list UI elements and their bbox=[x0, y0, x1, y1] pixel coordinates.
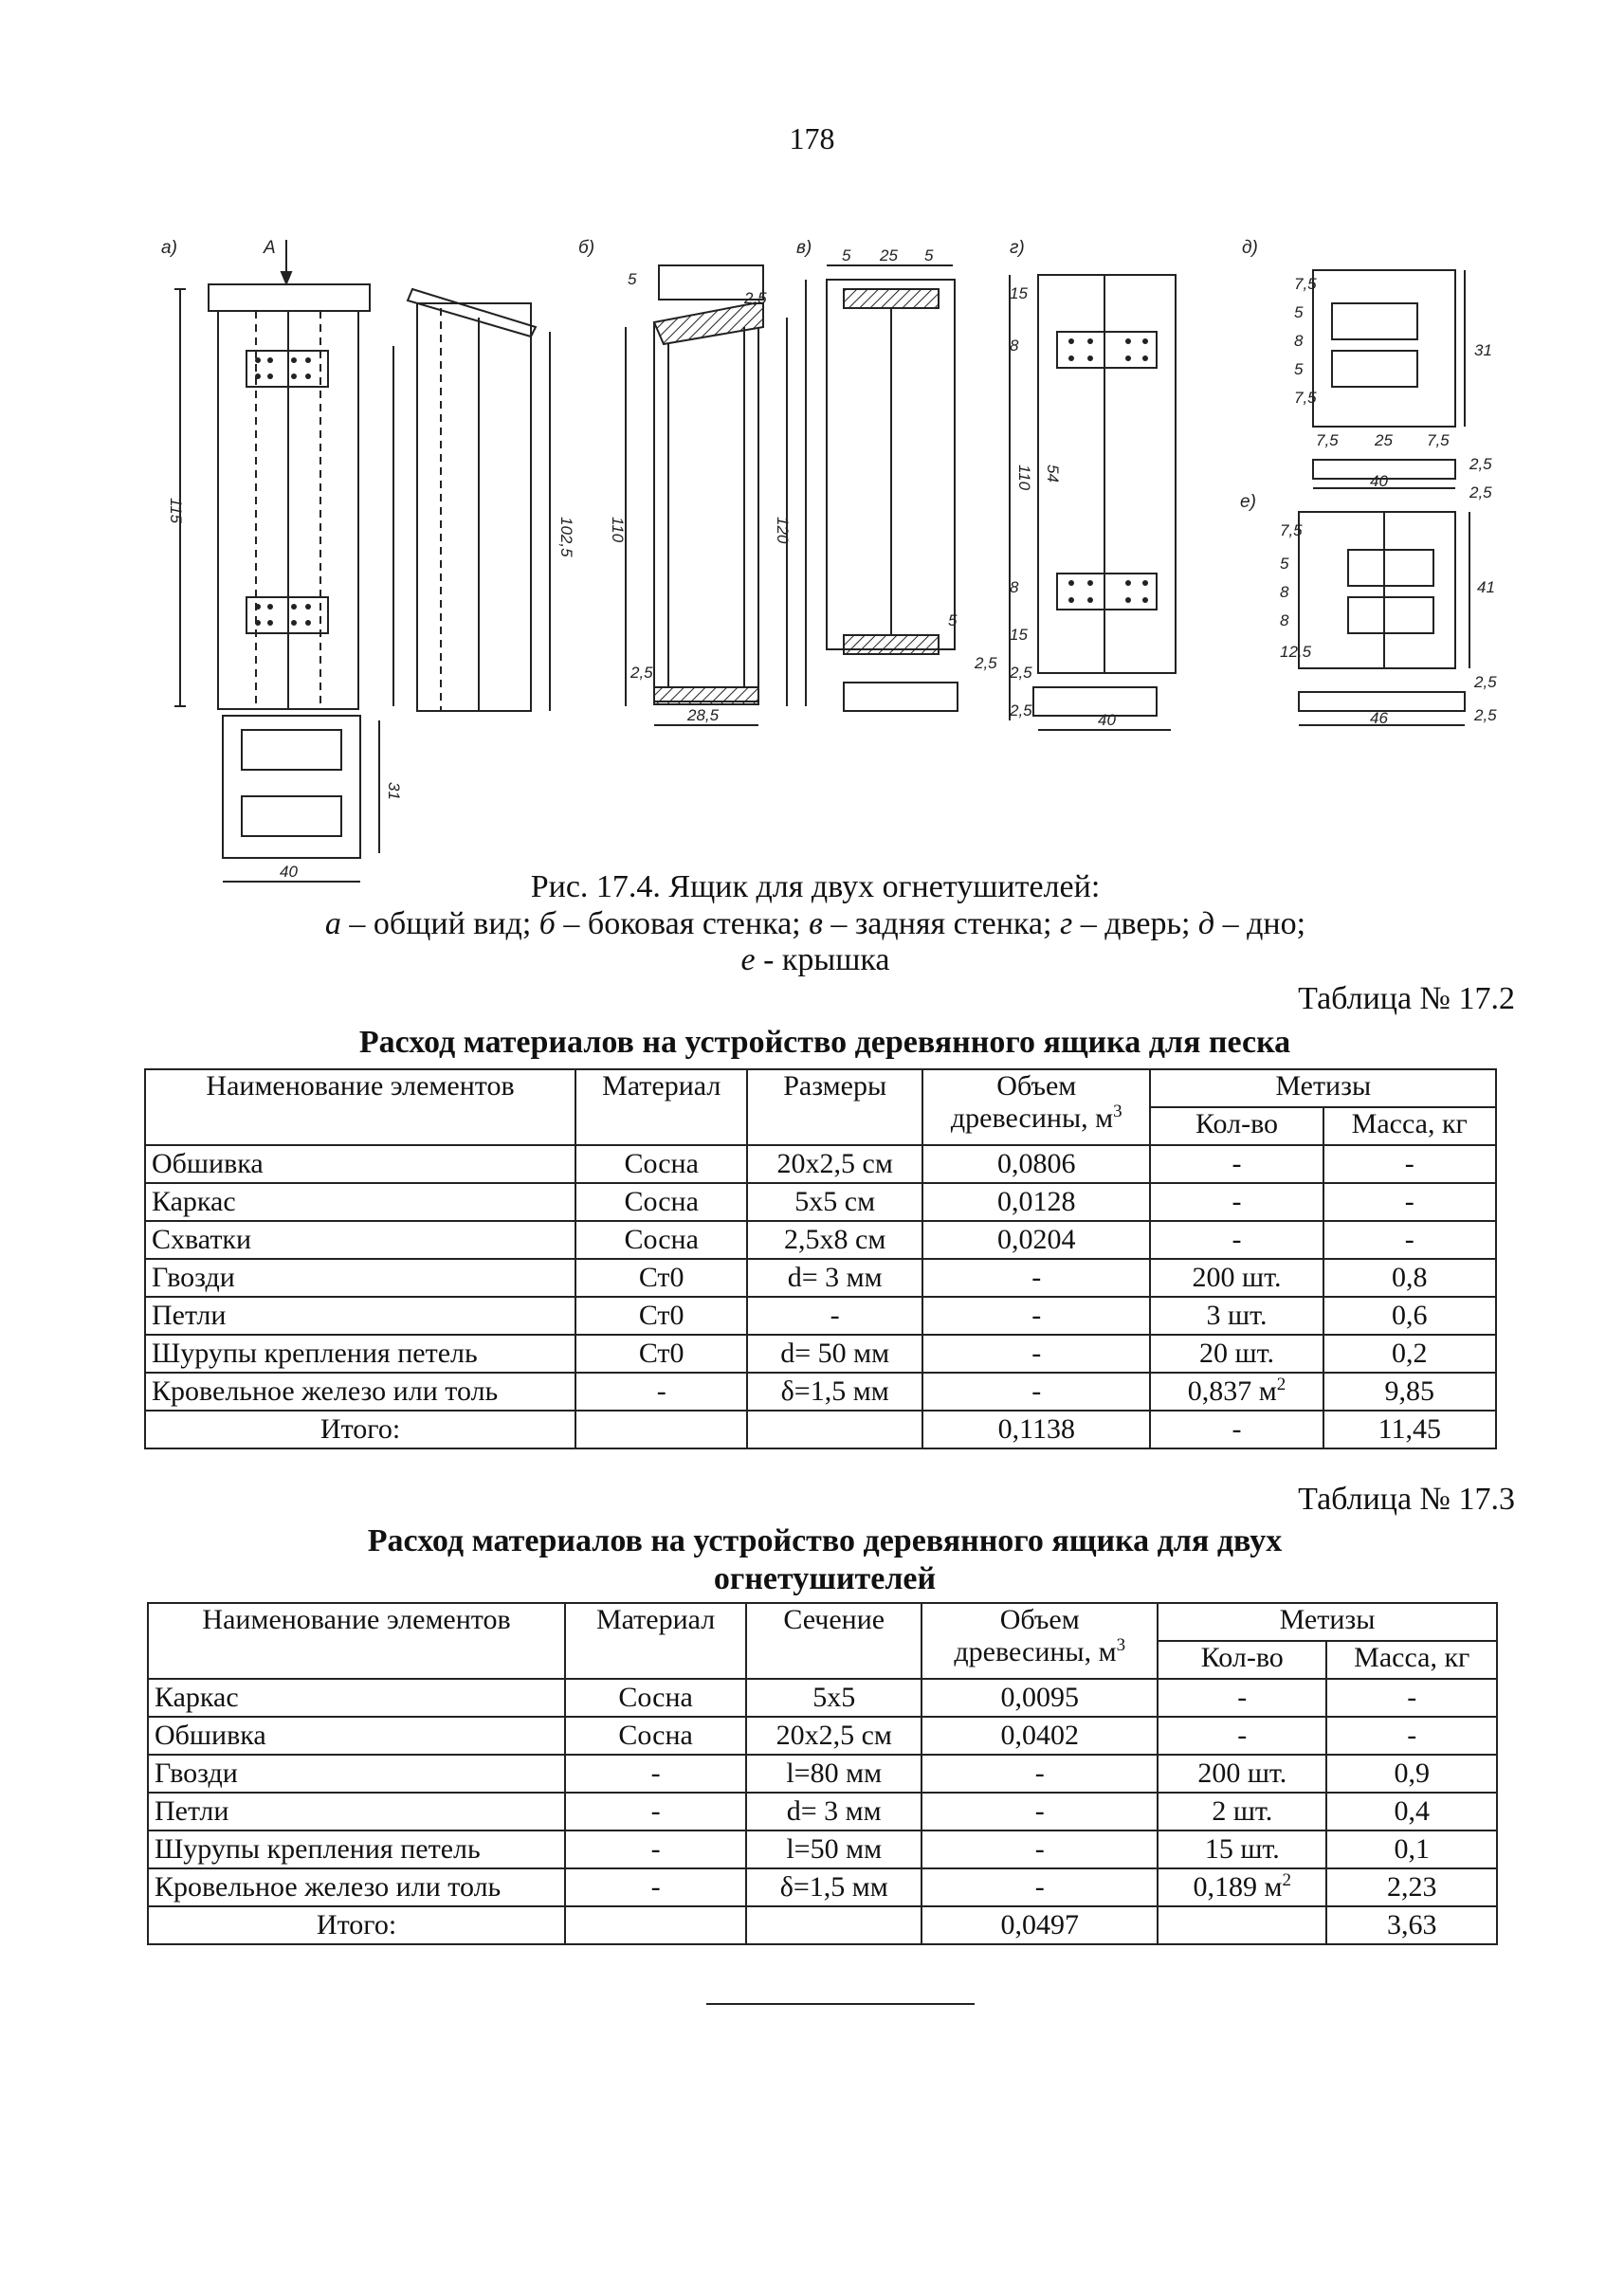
cell-size: δ=1,5 мм bbox=[747, 1373, 922, 1411]
header-name: Наименование элементов bbox=[148, 1603, 565, 1679]
cell-name: Каркас bbox=[148, 1679, 565, 1717]
cell-mass: 0,1 bbox=[1326, 1831, 1497, 1868]
dim-a-plan-width: 40 bbox=[280, 863, 298, 881]
total-label: Итого: bbox=[145, 1411, 575, 1448]
panel-label-v: в) bbox=[796, 238, 812, 258]
table-row bbox=[145, 1221, 1496, 1259]
total-mass: 11,45 bbox=[1323, 1411, 1496, 1448]
cell-material: Сосна bbox=[575, 1221, 747, 1259]
cell-volume: - bbox=[921, 1793, 1158, 1831]
dim-d-s1: 2,5 bbox=[1469, 455, 1492, 473]
cell-count: - bbox=[1150, 1145, 1323, 1183]
cell-volume: - bbox=[922, 1297, 1150, 1335]
cell-size: 2,5х8 см bbox=[747, 1221, 922, 1259]
dim-g-width: 40 bbox=[1098, 711, 1116, 729]
cell-material: - bbox=[565, 1831, 746, 1868]
cell-volume: - bbox=[922, 1373, 1150, 1411]
cell-mass: 9,85 bbox=[1323, 1373, 1496, 1411]
dim-a-inner: 102,5 bbox=[557, 517, 575, 557]
cell-name: Кровельное железо или толь bbox=[145, 1373, 575, 1411]
header-volume: Объем древесины, $м^3$ bbox=[921, 1603, 1158, 1679]
dim-v-tab: 5 bbox=[948, 611, 958, 629]
dim-e-d3: 8 bbox=[1280, 583, 1289, 601]
cell-count: - bbox=[1150, 1183, 1323, 1221]
dim-e-s2: 2,5 bbox=[1474, 706, 1497, 724]
cell-volume: - bbox=[922, 1259, 1150, 1297]
cell-count: - bbox=[1158, 1717, 1326, 1755]
cell-size: d= 3 мм bbox=[746, 1793, 921, 1831]
cell-name: Схватки bbox=[145, 1221, 575, 1259]
dim-e-d2: 5 bbox=[1280, 555, 1289, 573]
cell-mass: - bbox=[1326, 1717, 1497, 1755]
cell-size: l=80 мм bbox=[746, 1755, 921, 1793]
dim-b-bottom: 2,5 bbox=[630, 664, 653, 682]
cell-name: Петли bbox=[145, 1297, 575, 1335]
panel-label-b: б) bbox=[578, 238, 595, 258]
dim-d-w2: 25 bbox=[1375, 431, 1393, 449]
cell-name: Кровельное железо или толь bbox=[148, 1868, 565, 1906]
dim-b-slope: 2,5 bbox=[744, 289, 767, 307]
cell-volume: 0,0806 bbox=[922, 1145, 1150, 1183]
dim-g-s2: 2,5 bbox=[1010, 701, 1032, 719]
table-row bbox=[145, 1335, 1496, 1373]
table-row bbox=[145, 1259, 1496, 1297]
panel-label-d: д) bbox=[1242, 238, 1258, 258]
table-cell bbox=[565, 1906, 746, 1944]
cell-name: Обшивка bbox=[145, 1145, 575, 1183]
table-title-17-3-line1: Расход материалов на устройство деревянного ящика для двух bbox=[367, 1523, 1283, 1558]
table-17-3 bbox=[147, 1602, 1498, 1945]
table-cell bbox=[575, 1411, 747, 1448]
dim-e-depth: 41 bbox=[1477, 578, 1495, 596]
total-count bbox=[1158, 1906, 1326, 1944]
header-hardware: Метизы bbox=[1150, 1069, 1496, 1107]
view-g-dots bbox=[1068, 338, 1148, 603]
cell-material: Ст0 bbox=[575, 1259, 747, 1297]
cell-count: 20 шт. bbox=[1150, 1335, 1323, 1373]
header-count: Кол-во bbox=[1158, 1641, 1326, 1679]
cell-count: - bbox=[1150, 1221, 1323, 1259]
cell-volume: - bbox=[921, 1831, 1158, 1868]
header-volume: Объем древесины, $м^3$ bbox=[922, 1069, 1150, 1145]
header-count: Кол-во bbox=[1150, 1107, 1323, 1145]
cell-volume: 0,0128 bbox=[922, 1183, 1150, 1221]
view-a-profile bbox=[408, 289, 550, 711]
cell-name: Шурупы крепления петель bbox=[148, 1831, 565, 1868]
view-e bbox=[1299, 512, 1469, 725]
dim-d-d4: 5 bbox=[1294, 360, 1304, 378]
dim-b-rear: 120 bbox=[774, 517, 792, 544]
dim-e-s1: 2,5 bbox=[1474, 673, 1497, 691]
cell-material: Сосна bbox=[565, 1679, 746, 1717]
dim-g-bot: 15 bbox=[1010, 626, 1028, 644]
header-mass: Масса, кг bbox=[1326, 1641, 1497, 1679]
technical-drawing bbox=[152, 232, 1498, 886]
dim-d-w3: 7,5 bbox=[1427, 431, 1450, 449]
cell-material: Ст0 bbox=[575, 1335, 747, 1373]
cell-name: Обшивка bbox=[148, 1717, 565, 1755]
table-row bbox=[145, 1183, 1496, 1221]
dim-e-d5: 12,5 bbox=[1280, 643, 1312, 661]
table-row bbox=[145, 1297, 1496, 1335]
cell-size: - bbox=[747, 1297, 922, 1335]
cell-mass: 0,4 bbox=[1326, 1793, 1497, 1831]
dim-e-d4: 8 bbox=[1280, 611, 1289, 629]
table-row bbox=[145, 1145, 1496, 1183]
panel-label-a: а) bbox=[161, 238, 177, 258]
cell-count: - bbox=[1158, 1679, 1326, 1717]
header-material: Материал bbox=[565, 1603, 746, 1679]
dim-v-left: 5 bbox=[842, 246, 851, 264]
dim-b-width: 28,5 bbox=[687, 706, 720, 724]
dim-d-d2: 5 bbox=[1294, 303, 1304, 321]
dim-g-s1: 2,5 bbox=[1010, 664, 1032, 682]
view-d bbox=[1313, 270, 1465, 488]
cell-mass: 0,6 bbox=[1323, 1297, 1496, 1335]
cell-mass: 0,8 bbox=[1323, 1259, 1496, 1297]
dim-d-width: 40 bbox=[1370, 472, 1388, 490]
total-volume: 0,0497 bbox=[921, 1906, 1158, 1944]
header-name: Наименование элементов bbox=[145, 1069, 575, 1145]
table-row bbox=[148, 1679, 1497, 1717]
dim-g-mid: 54 bbox=[1044, 464, 1062, 483]
table-17-2 bbox=[144, 1068, 1497, 1449]
view-g bbox=[1010, 275, 1176, 730]
cell-mass: - bbox=[1323, 1221, 1496, 1259]
cell-size: d= 3 мм bbox=[747, 1259, 922, 1297]
view-a bbox=[174, 240, 393, 882]
cell-name: Гвозди bbox=[145, 1259, 575, 1297]
header-mass: Масса, кг bbox=[1323, 1107, 1496, 1145]
table-total-row bbox=[148, 1906, 1497, 1944]
cell-mass: 0,2 bbox=[1323, 1335, 1496, 1373]
page-number: 178 bbox=[789, 121, 835, 155]
cell-count: 0,189 $м^2$ bbox=[1158, 1868, 1326, 1906]
total-count: - bbox=[1150, 1411, 1323, 1448]
cell-count: 3 шт. bbox=[1150, 1297, 1323, 1335]
dim-a-height: 115 bbox=[167, 498, 185, 524]
cell-material: Сосна bbox=[575, 1183, 747, 1221]
table-cell bbox=[746, 1906, 921, 1944]
dim-v-height: 110 bbox=[1015, 464, 1033, 491]
dim-d-w1: 7,5 bbox=[1316, 431, 1339, 449]
view-v bbox=[806, 265, 958, 711]
total-label: Итого: bbox=[148, 1906, 565, 1944]
cell-count: 15 шт. bbox=[1158, 1831, 1326, 1868]
table-row bbox=[145, 1373, 1496, 1411]
dim-d-d5: 7,5 bbox=[1294, 389, 1317, 407]
table-row bbox=[148, 1717, 1497, 1755]
figure-caption-legend: а – общий вид; б – боковая стенка; в – задняя стенка; г – дверь; д – дно; bbox=[324, 906, 1306, 941]
total-mass: 3,63 bbox=[1326, 1906, 1497, 1944]
table-title-17-2: Расход материалов на устройство деревянного ящика для песка bbox=[358, 1025, 1291, 1060]
cell-size: 5х5 см bbox=[747, 1183, 922, 1221]
cell-material: Сосна bbox=[565, 1717, 746, 1755]
table-row bbox=[148, 1868, 1497, 1906]
dim-e-width: 46 bbox=[1370, 709, 1388, 727]
table-row bbox=[148, 1831, 1497, 1868]
figure-caption-title: Рис. 17.4. Ящик для двух огнетушителей: bbox=[530, 869, 1101, 904]
dim-g-top: 15 bbox=[1010, 284, 1028, 302]
header-hardware: Метизы bbox=[1158, 1603, 1497, 1641]
header-size: Размеры bbox=[747, 1069, 922, 1145]
footer-rule bbox=[706, 2003, 975, 2005]
dim-e-d1: 7,5 bbox=[1280, 521, 1303, 539]
dim-d-d3: 8 bbox=[1294, 332, 1304, 350]
cell-name: Каркас bbox=[145, 1183, 575, 1221]
table-title-17-3-line2: огнетушителей bbox=[713, 1561, 937, 1596]
cell-count: 2 шт. bbox=[1158, 1793, 1326, 1831]
table-label-17-2: Таблица № 17.2 bbox=[1298, 981, 1515, 1016]
dim-b-height: 110 bbox=[609, 517, 627, 543]
cell-count: 200 шт. bbox=[1150, 1259, 1323, 1297]
cell-size: 20х2,5 см bbox=[746, 1717, 921, 1755]
cell-mass: - bbox=[1326, 1679, 1497, 1717]
cell-size: δ=1,5 мм bbox=[746, 1868, 921, 1906]
dim-d-s2: 2,5 bbox=[1469, 483, 1492, 501]
table-label-17-3: Таблица № 17.3 bbox=[1298, 1482, 1515, 1517]
dim-g-d2: 8 bbox=[1010, 578, 1019, 596]
header-material: Материал bbox=[575, 1069, 747, 1145]
table-cell bbox=[747, 1411, 922, 1448]
cell-size: l=50 мм bbox=[746, 1831, 921, 1868]
view-a-dots bbox=[255, 357, 311, 626]
dim-d-depth: 31 bbox=[1474, 341, 1492, 359]
cell-volume: 0,0095 bbox=[921, 1679, 1158, 1717]
cell-mass: - bbox=[1323, 1183, 1496, 1221]
cell-material: Сосна bbox=[575, 1145, 747, 1183]
cell-count: 200 шт. bbox=[1158, 1755, 1326, 1793]
cell-material: - bbox=[565, 1755, 746, 1793]
cell-volume: - bbox=[922, 1335, 1150, 1373]
cell-count: 0,837 $м^2$ bbox=[1150, 1373, 1323, 1411]
header-size: Сечение bbox=[746, 1603, 921, 1679]
cell-volume: - bbox=[921, 1755, 1158, 1793]
table-total-row bbox=[145, 1411, 1496, 1448]
cell-size: 20х2,5 см bbox=[747, 1145, 922, 1183]
cell-material: Ст0 bbox=[575, 1297, 747, 1335]
figure-caption-legend-2: е - крышка bbox=[740, 942, 890, 977]
dim-b-top: 5 bbox=[628, 270, 637, 288]
cell-volume: 0,0204 bbox=[922, 1221, 1150, 1259]
cell-name: Гвозди bbox=[148, 1755, 565, 1793]
cell-material: - bbox=[565, 1793, 746, 1831]
cell-name: Шурупы крепления петель bbox=[145, 1335, 575, 1373]
panel-label-e: е) bbox=[1240, 492, 1256, 512]
panel-label-g: г) bbox=[1010, 238, 1025, 258]
dim-v-mid: 25 bbox=[880, 246, 898, 264]
dim-d-d1: 7,5 bbox=[1294, 275, 1317, 293]
dim-v-right: 5 bbox=[924, 246, 934, 264]
cell-size: d= 50 мм bbox=[747, 1335, 922, 1373]
cell-name: Петли bbox=[148, 1793, 565, 1831]
cell-mass: 2,23 bbox=[1326, 1868, 1497, 1906]
dim-a-plan-depth: 31 bbox=[385, 782, 403, 800]
cell-size: 5х5 bbox=[746, 1679, 921, 1717]
cell-mass: - bbox=[1323, 1145, 1496, 1183]
cell-volume: - bbox=[921, 1868, 1158, 1906]
cell-mass: 0,9 bbox=[1326, 1755, 1497, 1793]
view-b bbox=[626, 265, 787, 725]
table-row bbox=[148, 1755, 1497, 1793]
cell-material: - bbox=[575, 1373, 747, 1411]
dim-v-base: 2,5 bbox=[975, 654, 997, 672]
total-volume: 0,1138 bbox=[922, 1411, 1150, 1448]
arrow-label: А bbox=[264, 238, 276, 258]
dim-g-d1: 8 bbox=[1010, 337, 1019, 355]
cell-volume: 0,0402 bbox=[921, 1717, 1158, 1755]
cell-material: - bbox=[565, 1868, 746, 1906]
table-row bbox=[148, 1793, 1497, 1831]
